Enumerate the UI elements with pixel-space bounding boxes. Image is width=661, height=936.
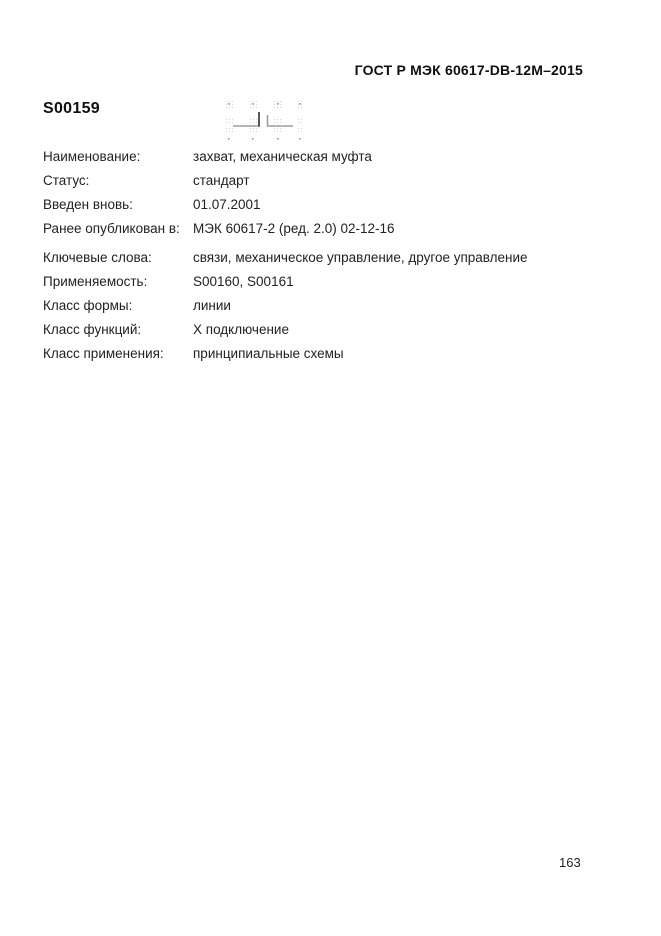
field-row-applicability bbox=[43, 274, 628, 298]
field-row-shape-class bbox=[43, 298, 628, 322]
field-value: линии bbox=[193, 297, 231, 313]
field-row-application-class bbox=[43, 346, 628, 370]
field-label: Наименование: bbox=[43, 149, 141, 164]
fields-group-main bbox=[43, 149, 628, 245]
field-value: МЭК 60617-2 (ред. 2.0) 02-12-16 bbox=[193, 220, 395, 236]
field-label: Введен вновь: bbox=[43, 196, 133, 212]
iec-latch-mechanical-clutch-symbol-icon bbox=[220, 92, 310, 144]
field-row-keywords bbox=[43, 250, 628, 274]
field-label: Статус: bbox=[43, 172, 90, 188]
field-value: 01.07.2001 bbox=[193, 196, 261, 212]
field-value: захват, механическая муфта bbox=[193, 149, 372, 164]
field-value: X подключение bbox=[193, 321, 289, 337]
document-title: ГОСТ Р МЭК 60617-DB-12M–2015 bbox=[354, 62, 583, 78]
field-row-name bbox=[43, 149, 628, 173]
symbol-id-heading: S00159 bbox=[43, 100, 100, 117]
field-label: Ранее опубликован в: bbox=[43, 220, 180, 236]
field-row-previously-published bbox=[43, 221, 628, 245]
field-value: принципиальные схемы bbox=[193, 345, 344, 361]
field-row-reintroduced bbox=[43, 197, 628, 221]
field-value: связи, механическое управление, другое управление bbox=[193, 250, 528, 265]
field-label: Ключевые слова: bbox=[43, 250, 152, 265]
field-row-status bbox=[43, 173, 628, 197]
fields-group-classification bbox=[43, 250, 628, 369]
field-row-function-class bbox=[43, 322, 628, 346]
field-label: Применяемость: bbox=[43, 273, 148, 289]
field-label: Класс формы: bbox=[43, 297, 133, 313]
field-value: S00160, S00161 bbox=[193, 273, 294, 289]
field-value: стандарт bbox=[193, 172, 250, 188]
field-label: Класс функций: bbox=[43, 321, 142, 337]
page-number: 163 bbox=[559, 855, 581, 870]
field-label: Класс применения: bbox=[43, 345, 164, 361]
